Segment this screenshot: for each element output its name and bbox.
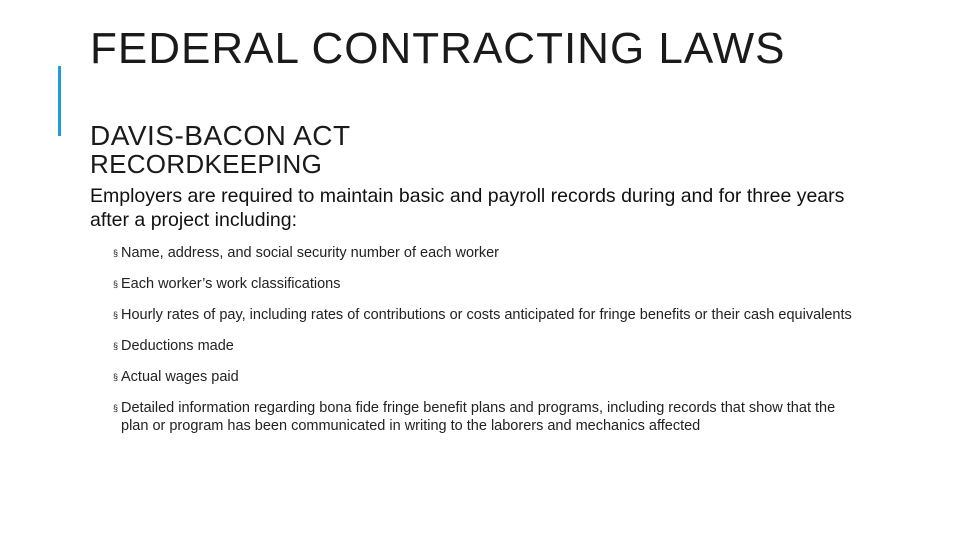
list-item (113, 275, 858, 293)
list-item (113, 399, 858, 435)
bullet-text: Deductions made (121, 338, 234, 354)
bullet-list (113, 244, 858, 448)
bullet-icon: § (113, 341, 119, 351)
list-item (113, 244, 858, 262)
list-item (113, 368, 858, 386)
bullet-text: Actual wages paid (121, 369, 239, 385)
bullet-icon: § (113, 310, 119, 320)
list-item (113, 306, 858, 324)
section-heading: RECORDKEEPING (90, 149, 323, 179)
title-accent-bar (58, 66, 61, 136)
bullet-icon: § (113, 372, 119, 382)
intro-paragraph: Employers are required to maintain basic and payroll records during and for three years after a project including: (90, 185, 845, 231)
bullet-text: Hourly rates of pay, including rates of contributions or costs anticipated for fringe benefits or their cash equivalents (121, 307, 852, 323)
bullet-icon: § (113, 403, 119, 413)
bullet-icon: § (113, 248, 119, 258)
list-item (113, 337, 858, 355)
bullet-icon: § (113, 279, 119, 289)
bullet-text: Each worker’s work classifications (121, 276, 341, 292)
slide-subtitle: DAVIS-BACON ACT (90, 120, 351, 151)
slide-title: FEDERAL CONTRACTING LAWS (90, 24, 786, 73)
bullet-text: Name, address, and social security number of each worker (121, 245, 499, 261)
bullet-text: Detailed information regarding bona fide fringe benefit plans and programs, including records that show that the plan or program has been communicated in writing to the laborers and mechanics affected (121, 400, 836, 434)
